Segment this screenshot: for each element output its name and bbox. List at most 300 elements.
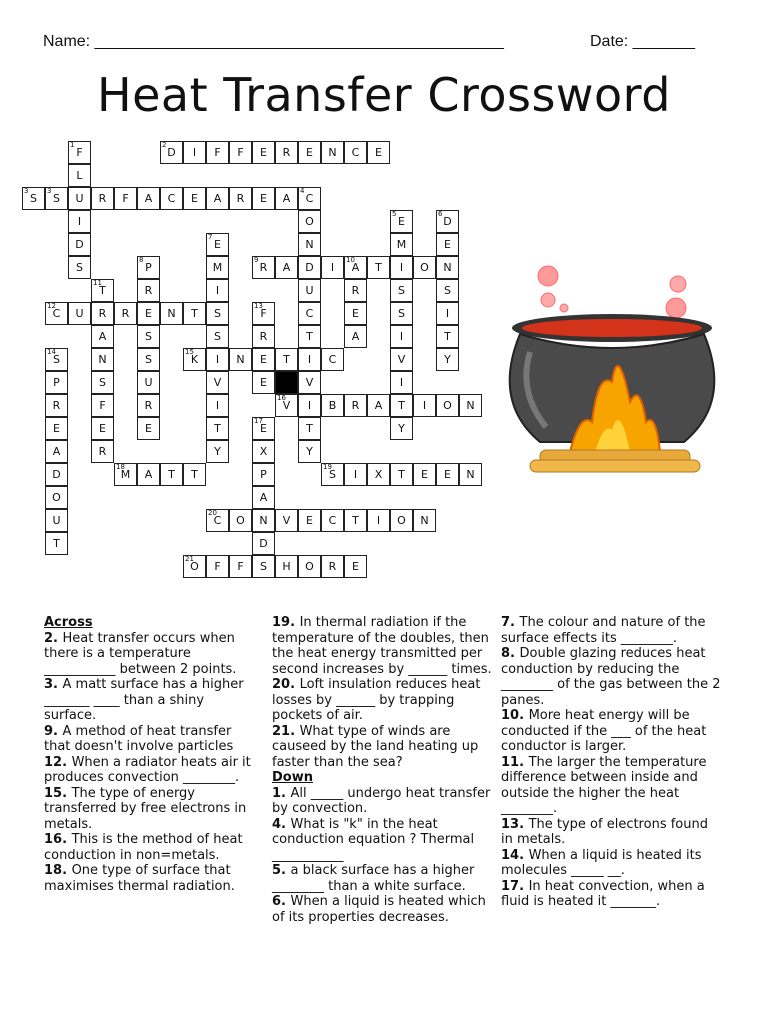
cell-letter: X — [374, 468, 383, 481]
cell-letter: K — [190, 353, 199, 366]
grid-cell[interactable] — [68, 187, 91, 210]
cell-letter: U — [75, 192, 84, 205]
clue-number: 7 — [208, 233, 213, 241]
grid-cell[interactable] — [206, 348, 229, 371]
cell-letter: T — [191, 468, 198, 481]
grid-cell[interactable] — [298, 417, 321, 440]
cell-letter: N — [420, 514, 429, 527]
grid-cell[interactable] — [68, 302, 91, 325]
cell-letter: F — [214, 560, 221, 573]
cell-letter: B — [328, 399, 337, 412]
grid-cell[interactable] — [390, 417, 413, 440]
cell-letter: O — [443, 399, 452, 412]
cell-letter: N — [466, 468, 475, 481]
cell-letter: I — [445, 307, 450, 320]
grid-cell[interactable] — [344, 141, 367, 164]
cell-letter: D — [167, 146, 176, 159]
cell-letter: N — [305, 238, 314, 251]
grid-cell[interactable] — [206, 417, 229, 440]
cell-letter: S — [145, 330, 152, 343]
clue-number-label: 15. — [44, 785, 72, 801]
grid-cell[interactable] — [160, 187, 183, 210]
grid-cell[interactable] — [68, 210, 91, 233]
cell-letter: E — [306, 146, 313, 159]
grid-cell[interactable] — [436, 210, 459, 233]
grid-cell[interactable] — [229, 187, 252, 210]
cell-letter: X — [259, 445, 268, 458]
clue-number-label: 8. — [501, 646, 520, 661]
grid-cell[interactable] — [367, 509, 390, 532]
cell-letter: F — [260, 307, 267, 320]
clue-number: 12 — [47, 302, 56, 310]
grid-cell[interactable] — [206, 440, 229, 463]
cell-letter: E — [375, 146, 382, 159]
grid-cell[interactable] — [183, 141, 206, 164]
clue-number: 14 — [47, 348, 56, 356]
grid-cell[interactable] — [206, 302, 229, 325]
grid-cell[interactable] — [436, 256, 459, 279]
grid-cell[interactable] — [252, 141, 275, 164]
clue-number-label: 2. — [44, 630, 63, 646]
cell-letter: I — [215, 399, 220, 412]
grid-cell[interactable] — [206, 371, 229, 394]
grid-cell[interactable] — [137, 302, 160, 325]
clue-item — [272, 677, 494, 724]
grid-cell[interactable] — [252, 325, 275, 348]
grid-cell[interactable] — [413, 394, 436, 417]
grid-cell[interactable] — [252, 509, 275, 532]
grid-cell[interactable] — [183, 555, 206, 578]
clue-number-label: 14. — [501, 847, 529, 863]
cell-letter: E — [398, 215, 405, 228]
grid-cell[interactable] — [367, 256, 390, 279]
grid-cell[interactable] — [252, 417, 275, 440]
grid-cell[interactable] — [298, 302, 321, 325]
grid-cell[interactable] — [321, 256, 344, 279]
grid-cell[interactable] — [390, 302, 413, 325]
grid-cell[interactable] — [68, 141, 91, 164]
grid-cell[interactable] — [390, 463, 413, 486]
cell-letter: D — [259, 537, 268, 550]
cell-letter: F — [237, 146, 244, 159]
grid-cell[interactable] — [68, 164, 91, 187]
grid-cell[interactable] — [321, 555, 344, 578]
clue-item — [501, 879, 723, 910]
grid-cell[interactable] — [252, 371, 275, 394]
cell-letter: E — [352, 307, 359, 320]
grid-cell[interactable] — [344, 279, 367, 302]
grid-cell[interactable] — [206, 141, 229, 164]
grid-cell[interactable] — [114, 463, 137, 486]
grid-cell[interactable] — [298, 187, 321, 210]
cell-letter: E — [191, 192, 198, 205]
grid-cell[interactable] — [321, 463, 344, 486]
grid-cell[interactable] — [413, 509, 436, 532]
down-heading: Down — [272, 770, 313, 785]
grid-cell[interactable] — [344, 555, 367, 578]
grid-cell[interactable] — [275, 256, 298, 279]
grid-cell[interactable] — [436, 233, 459, 256]
grid-cell[interactable] — [275, 348, 298, 371]
cell-letter: I — [399, 376, 404, 389]
cell-letter: A — [259, 491, 268, 504]
clue-number-label: 9. — [44, 723, 63, 739]
grid-cell[interactable] — [91, 417, 114, 440]
across-clue-list — [44, 631, 259, 895]
cell-letter: R — [351, 399, 360, 412]
clue-text: What is "k" in the heat conduction equation ? Thermal ___________ — [272, 816, 475, 863]
cell-letter: I — [376, 514, 381, 527]
grid-cell[interactable] — [436, 394, 459, 417]
grid-cell[interactable] — [367, 394, 390, 417]
grid-cell[interactable] — [298, 256, 321, 279]
grid-cell[interactable] — [160, 463, 183, 486]
grid-cell[interactable] — [344, 463, 367, 486]
cell-letter: P — [145, 261, 152, 274]
grid-cell[interactable] — [91, 394, 114, 417]
grid-cell[interactable] — [45, 187, 68, 210]
cell-letter: T — [191, 307, 198, 320]
cell-letter: E — [444, 468, 451, 481]
grid-cell[interactable] — [344, 256, 367, 279]
clue-text: The type of energy transferred by free electrons in metals. — [44, 785, 247, 832]
grid-cell[interactable] — [91, 371, 114, 394]
grid-cell[interactable] — [91, 440, 114, 463]
grid-cell[interactable] — [252, 486, 275, 509]
grid-cell[interactable] — [252, 256, 275, 279]
grid-cell[interactable] — [206, 256, 229, 279]
clue-item — [501, 615, 723, 646]
cell-letter: T — [168, 468, 175, 481]
clue-text: The type of electrons found in metals. — [501, 816, 708, 847]
name-label: Name: — [43, 33, 91, 50]
grid-cell[interactable] — [344, 394, 367, 417]
grid-cell[interactable] — [298, 394, 321, 417]
grid-cell[interactable] — [275, 371, 298, 394]
grid-cell[interactable] — [298, 440, 321, 463]
clues-column-2 — [272, 615, 494, 925]
grid-cell[interactable] — [229, 555, 252, 578]
clue-item — [272, 724, 494, 771]
clue-text: More heat energy will be conducted if the ___ of the heat conductor is larger. — [501, 708, 707, 754]
clue-number: 8 — [139, 256, 144, 264]
grid-cell[interactable] — [137, 256, 160, 279]
grid-cell[interactable] — [91, 187, 114, 210]
cell-letter: I — [307, 399, 312, 412]
cell-letter: I — [399, 261, 404, 274]
grid-cell[interactable] — [45, 440, 68, 463]
cell-letter: D — [52, 468, 61, 481]
cell-letter: A — [52, 445, 61, 458]
grid-cell[interactable] — [45, 509, 68, 532]
grid-cell[interactable] — [252, 440, 275, 463]
clue-number: 15 — [185, 348, 194, 356]
grid-cell[interactable] — [298, 325, 321, 348]
cell-letter: T — [283, 353, 290, 366]
grid-cell[interactable] — [275, 187, 298, 210]
grid-cell[interactable] — [206, 279, 229, 302]
grid-cell[interactable] — [91, 279, 114, 302]
grid-cell[interactable] — [137, 417, 160, 440]
grid-cell[interactable] — [459, 394, 482, 417]
cell-letter: A — [282, 261, 291, 274]
clues-column-3 — [501, 615, 723, 910]
grid-cell[interactable] — [298, 555, 321, 578]
cell-letter: D — [305, 261, 314, 274]
clue-number-label: 20. — [272, 677, 300, 692]
grid-cell[interactable] — [45, 532, 68, 555]
grid-cell[interactable] — [137, 279, 160, 302]
grid-cell[interactable] — [390, 371, 413, 394]
grid-cell[interactable] — [298, 141, 321, 164]
cell-letter: S — [145, 353, 152, 366]
grid-cell[interactable] — [321, 394, 344, 417]
grid-cell[interactable] — [436, 348, 459, 371]
cell-letter: V — [282, 514, 291, 527]
clue-number-label: 21. — [272, 723, 300, 739]
cell-letter: U — [144, 376, 153, 389]
clue-number: 10 — [346, 256, 355, 264]
clue-item — [501, 708, 723, 755]
grid-cell[interactable] — [206, 394, 229, 417]
grid-cell[interactable] — [367, 463, 390, 486]
grid-cell[interactable] — [321, 141, 344, 164]
grid-cell[interactable] — [436, 325, 459, 348]
clue-text: Loft insulation reduces heat losses by ______ by trapping pockets of air. — [272, 677, 481, 723]
cell-letter: C — [52, 307, 61, 320]
grid-cell[interactable] — [68, 256, 91, 279]
grid-cell[interactable] — [22, 187, 45, 210]
grid-cell[interactable] — [45, 394, 68, 417]
clue-number: 4 — [300, 187, 305, 195]
cell-letter: I — [399, 330, 404, 343]
grid-cell[interactable] — [45, 348, 68, 371]
cell-letter: S — [398, 307, 405, 320]
cell-letter: Y — [398, 422, 405, 435]
clue-number: 17 — [254, 417, 263, 425]
clue-text: Double glazing reduces heat conduction by reducing the ________ of the gas between the 2 panes. — [501, 646, 721, 708]
cell-letter: O — [190, 560, 199, 573]
cell-letter: R — [328, 560, 337, 573]
cell-letter: S — [444, 284, 451, 297]
clue-number: 3 — [47, 187, 52, 195]
cell-letter: I — [215, 284, 220, 297]
clue-text: The larger the temperature difference between inside and outside the higher the heat ________. — [501, 754, 707, 816]
grid-cell[interactable] — [137, 394, 160, 417]
grid-cell[interactable] — [275, 141, 298, 164]
cell-letter: R — [236, 192, 245, 205]
clue-number-label: 12. — [44, 754, 72, 770]
cell-letter: F — [122, 192, 129, 205]
cell-letter: Y — [214, 445, 221, 458]
clue-text: The colour and nature of the surface effects its ________. — [501, 615, 706, 646]
grid-cell[interactable] — [298, 233, 321, 256]
grid-cell[interactable] — [275, 509, 298, 532]
cell-letter: A — [374, 399, 383, 412]
cell-letter: O — [236, 514, 245, 527]
cell-letter: F — [99, 399, 106, 412]
page-title: Heat Transfer Crossword — [97, 68, 671, 122]
grid-cell[interactable] — [160, 141, 183, 164]
clue-text: In thermal radiation if the temperature of the doubles, then the heat energy transmitted per second increases by ______ times. — [272, 615, 492, 677]
clue-item — [272, 615, 494, 677]
grid-cell[interactable] — [252, 348, 275, 371]
cell-letter: S — [214, 330, 221, 343]
date-label: Date: — [590, 33, 629, 50]
grid-cell[interactable] — [436, 463, 459, 486]
grid-cell[interactable] — [91, 348, 114, 371]
grid-cell[interactable] — [321, 509, 344, 532]
grid-cell[interactable] — [298, 371, 321, 394]
grid-cell[interactable] — [298, 279, 321, 302]
grid-cell[interactable] — [252, 532, 275, 555]
clue-number-label: 6. — [272, 894, 291, 909]
clue-number-label: 5. — [272, 863, 291, 878]
grid-cell[interactable] — [45, 486, 68, 509]
clue-item — [44, 677, 259, 724]
cell-letter: T — [306, 422, 313, 435]
cell-letter: N — [259, 514, 268, 527]
grid-cell[interactable] — [390, 256, 413, 279]
grid-cell[interactable] — [114, 302, 137, 325]
clue-number: 20 — [208, 509, 217, 517]
clue-text: When a liquid is heated its molecules _____ __. — [501, 847, 702, 878]
grid-cell[interactable] — [390, 233, 413, 256]
grid-cell[interactable] — [183, 348, 206, 371]
cell-letter: E — [145, 307, 152, 320]
clue-text: When a radiator heats air it produces convection ________. — [44, 754, 251, 785]
grid-cell[interactable] — [344, 302, 367, 325]
clues-column-1 — [44, 615, 259, 894]
grid-cell[interactable] — [298, 348, 321, 371]
cell-letter: Y — [306, 445, 313, 458]
grid-cell[interactable] — [229, 141, 252, 164]
cell-letter: E — [352, 560, 359, 573]
clue-item — [44, 863, 259, 894]
clue-number: 9 — [254, 256, 259, 264]
grid-cell[interactable] — [45, 302, 68, 325]
cell-letter: C — [167, 192, 176, 205]
cell-letter: N — [443, 261, 452, 274]
grid-cell[interactable] — [344, 509, 367, 532]
grid-cell[interactable] — [459, 463, 482, 486]
grid-cell[interactable] — [137, 348, 160, 371]
cell-letter: S — [260, 560, 267, 573]
cell-letter: T — [444, 330, 451, 343]
grid-cell[interactable] — [229, 348, 252, 371]
grid-cell[interactable] — [206, 509, 229, 532]
grid-cell[interactable] — [344, 325, 367, 348]
cell-letter: E — [260, 422, 267, 435]
grid-cell[interactable] — [160, 302, 183, 325]
grid-cell[interactable] — [321, 348, 344, 371]
grid-cell[interactable] — [252, 463, 275, 486]
grid-cell[interactable] — [252, 555, 275, 578]
grid-cell[interactable] — [91, 302, 114, 325]
grid-cell[interactable] — [206, 187, 229, 210]
cell-letter: E — [53, 422, 60, 435]
cell-letter: V — [213, 376, 222, 389]
grid-cell[interactable] — [137, 463, 160, 486]
grid-cell[interactable] — [413, 463, 436, 486]
grid-cell[interactable] — [45, 417, 68, 440]
grid-cell[interactable] — [252, 187, 275, 210]
cell-letter: R — [259, 330, 268, 343]
grid-cell[interactable] — [390, 210, 413, 233]
grid-cell[interactable] — [390, 394, 413, 417]
clue-text: What type of winds are causeed by the land heating up faster than the sea? — [272, 723, 479, 770]
grid-cell[interactable] — [275, 394, 298, 417]
grid-cell[interactable] — [137, 371, 160, 394]
clue-number-label: 16. — [44, 832, 72, 847]
cell-letter: I — [77, 215, 82, 228]
cell-letter: O — [305, 215, 314, 228]
grid-cell[interactable] — [367, 141, 390, 164]
cell-letter: I — [422, 399, 427, 412]
grid-cell[interactable] — [206, 233, 229, 256]
cell-letter: I — [215, 353, 220, 366]
grid-cell[interactable] — [390, 348, 413, 371]
cell-letter: N — [98, 353, 107, 366]
grid-cell[interactable] — [298, 210, 321, 233]
grid-cell[interactable] — [298, 509, 321, 532]
grid-cell[interactable] — [206, 555, 229, 578]
cell-letter: H — [282, 560, 291, 573]
clue-text: This is the method of heat conduction in non=metals. — [44, 832, 243, 863]
clue-item — [272, 894, 494, 925]
clue-number-label: 3. — [44, 677, 63, 692]
grid-cell[interactable] — [137, 325, 160, 348]
grid-cell[interactable] — [275, 555, 298, 578]
clue-text: All _____ undergo heat transfer by convection. — [272, 785, 491, 816]
clue-item — [44, 832, 259, 863]
cell-letter: A — [351, 261, 360, 274]
grid-cell[interactable] — [390, 279, 413, 302]
cell-letter: E — [214, 238, 221, 251]
grid-cell[interactable] — [229, 509, 252, 532]
grid-cell[interactable] — [413, 256, 436, 279]
down-clue-list — [272, 786, 494, 926]
clue-item — [44, 755, 259, 786]
cell-letter: M — [396, 238, 407, 251]
clue-number-label: 17. — [501, 878, 529, 894]
cell-letter: S — [30, 192, 37, 205]
grid-cell[interactable] — [137, 187, 160, 210]
cell-letter: V — [282, 399, 291, 412]
grid-cell[interactable] — [45, 371, 68, 394]
grid-cell[interactable] — [183, 187, 206, 210]
grid-cell[interactable] — [436, 279, 459, 302]
grid-cell[interactable] — [114, 187, 137, 210]
grid-cell[interactable] — [436, 302, 459, 325]
grid-cell[interactable] — [252, 302, 275, 325]
grid-cell[interactable] — [45, 463, 68, 486]
grid-cell[interactable] — [183, 463, 206, 486]
grid-cell[interactable] — [390, 325, 413, 348]
grid-cell[interactable] — [390, 509, 413, 532]
cell-letter: O — [305, 560, 314, 573]
cell-letter: A — [282, 192, 291, 205]
cell-letter: A — [98, 330, 107, 343]
grid-cell[interactable] — [183, 302, 206, 325]
grid-cell[interactable] — [206, 325, 229, 348]
cell-letter: M — [212, 261, 223, 274]
clue-number-label: 11. — [501, 754, 529, 770]
grid-cell[interactable] — [68, 233, 91, 256]
cell-letter: R — [52, 399, 61, 412]
name-line: ______________________________________________ — [94, 33, 504, 50]
grid-cell[interactable] — [91, 325, 114, 348]
